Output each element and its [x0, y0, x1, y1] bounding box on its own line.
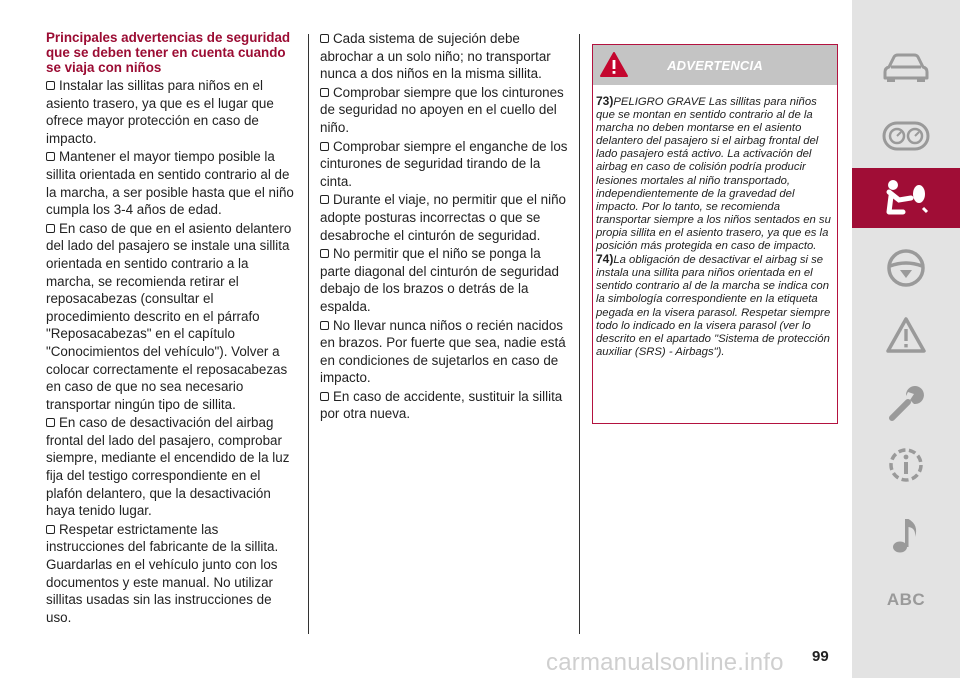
sidebar-item-multimedia[interactable]: [852, 505, 960, 565]
sidebar-item-safety[interactable]: [852, 168, 960, 228]
checkbox-bullet-icon: [320, 195, 329, 204]
warning-triangle-icon: [885, 316, 927, 354]
page-number: 99: [812, 648, 829, 665]
bullet-item: No permitir que el niño se ponga la parte diagonal del cinturón de seguridad debajo de los brazos o detrás de la espalda.: [320, 246, 559, 314]
checkbox-bullet-icon: [46, 152, 55, 161]
sidebar-item-steering[interactable]: [852, 238, 960, 298]
warning-note: 73)PELIGRO GRAVE Las sillitas para niños que se montan en sentido contrario al de la marcha no deben montarse en el asiento delantero del pasajero si el airbag frontal del lado pasajero está activo. La activación del airbag en caso de colisión podría producir lesiones mortales al niño transportado, independientemente de la gravedad del impacto. Por lo tanto, se recomienda transportar siempre a los niños sentados en su propia sillita en el asiento trasero, ya que es la posición más protegida en caso de impacto.: [596, 94, 831, 253]
note-number: 74): [596, 252, 614, 267]
sidebar-item-car[interactable]: [852, 38, 960, 98]
left-column: [46, 30, 296, 627]
steering-wheel-icon: [886, 248, 926, 288]
checkbox-bullet-icon: [46, 418, 55, 427]
chapter-sidebar: [852, 0, 960, 678]
car-icon: [883, 53, 929, 83]
dashboard-gauges-icon: [882, 119, 930, 153]
checkbox-bullet-icon: [320, 392, 329, 401]
seat-airbag-icon: [883, 178, 929, 218]
warning-title: ADVERTENCIA: [667, 57, 763, 73]
bullet-item: Instalar las sillitas para niños en el asiento trasero, ya que es el lugar que ofrece mayor protección en caso de impacto.: [46, 78, 274, 146]
bullet-item: Durante el viaje, no permitir que el niño adopte posturas incorrectas o que se desabroche el cinturón de seguridad.: [320, 192, 566, 243]
sidebar-item-warnings[interactable]: [852, 305, 960, 365]
sidebar-item-maintenance[interactable]: [852, 372, 960, 432]
bullet-item: No llevar nunca niños o recién nacidos en brazos. Por fuerte que sea, nadie está en condiciones de sujetarlos en caso de impacto.: [320, 317, 566, 386]
checkbox-bullet-icon: [46, 224, 55, 233]
bullet-item: Comprobar siempre que los cinturones de seguridad no apoyen en el cuello del niño.: [320, 84, 564, 135]
bullet-item: En caso de que en el asiento delantero del lado del pasajero se instale una sillita orientada en sentido contrario a la marcha, se recomienda retirar el reposacabezas (consultar el procedimiento descrito en el párrafo "Reposacabezas" en el capítulo "Conocimientos del vehículo"). Volver a colocar correctamente el reposacabezas en caso de que no sea necesario transportar ningún tipo de sillita.: [46, 220, 292, 412]
checkbox-bullet-icon: [320, 249, 329, 258]
middle-column: [320, 30, 570, 424]
watermark: carmanualsonline.info: [546, 649, 784, 676]
warning-box: [592, 44, 838, 424]
checkbox-bullet-icon: [46, 81, 55, 90]
sidebar-item-specs[interactable]: [852, 435, 960, 495]
bullet-item: Cada sistema de sujeción debe abrochar a un solo niño; no transportar nunca a dos niños en la misma sillita.: [320, 31, 551, 82]
bullet-item: Mantener el mayor tiempo posible la sillita orientada en sentido contrario al de la marcha, a ser posible hasta que el niño cumpla los 3-4 años de edad.: [46, 149, 294, 218]
checkbox-bullet-icon: [320, 142, 329, 151]
warning-note: 74)La obligación de desactivar el airbag si se instala una sillita para niños orientada en el sentido contrario al de la marcha se indica con la simbología correspondiente en la etiqueta pegada en la visera parasol. Respetar siempre todo lo indicado en la visera parasol (ver lo descrito en el apartado "Sistema de protección auxiliar (SRS) - Airbags").: [596, 252, 831, 358]
column-divider: [308, 34, 309, 634]
warning-header: [593, 45, 837, 85]
checkbox-bullet-icon: [320, 321, 329, 330]
bullet-item: Respetar estrictamente las instrucciones del fabricante de la sillita. Guardarlas en el vehículo junto con los documentos y este manual. No utilizar sillitas usadas sin las instrucciones de uso.: [46, 521, 279, 625]
note-number: 73): [596, 94, 614, 108]
column-divider: [579, 34, 580, 634]
warning-triangle-icon: [599, 51, 629, 83]
wrench-icon: [886, 382, 926, 422]
warning-body: [593, 85, 837, 359]
sidebar-item-index[interactable]: [852, 570, 960, 630]
info-gear-icon: [884, 443, 928, 487]
checkbox-bullet-icon: [320, 88, 329, 97]
bullet-item: Comprobar siempre el enganche de los cinturones de seguridad tirando de la cinta.: [320, 138, 568, 189]
abc-label: ABC: [886, 590, 926, 609]
checkbox-bullet-icon: [46, 525, 55, 534]
sidebar-item-dashboard[interactable]: [852, 106, 960, 166]
bullet-item: En caso de accidente, sustituir la sillita por otra nueva.: [320, 388, 563, 422]
bullet-item: En caso de desactivación del airbag frontal del lado del pasajero, comprobar siempre, mediante el encendido de la luz fija del testigo correspondiente en el plafón delantero, que la desactivación haya tenido lugar.: [46, 415, 290, 519]
section-title: Principales advertencias de seguridad que se deben tener en cuenta cuando se viaja con niños: [46, 30, 291, 75]
music-note-icon: [891, 515, 921, 555]
checkbox-bullet-icon: [320, 34, 329, 43]
